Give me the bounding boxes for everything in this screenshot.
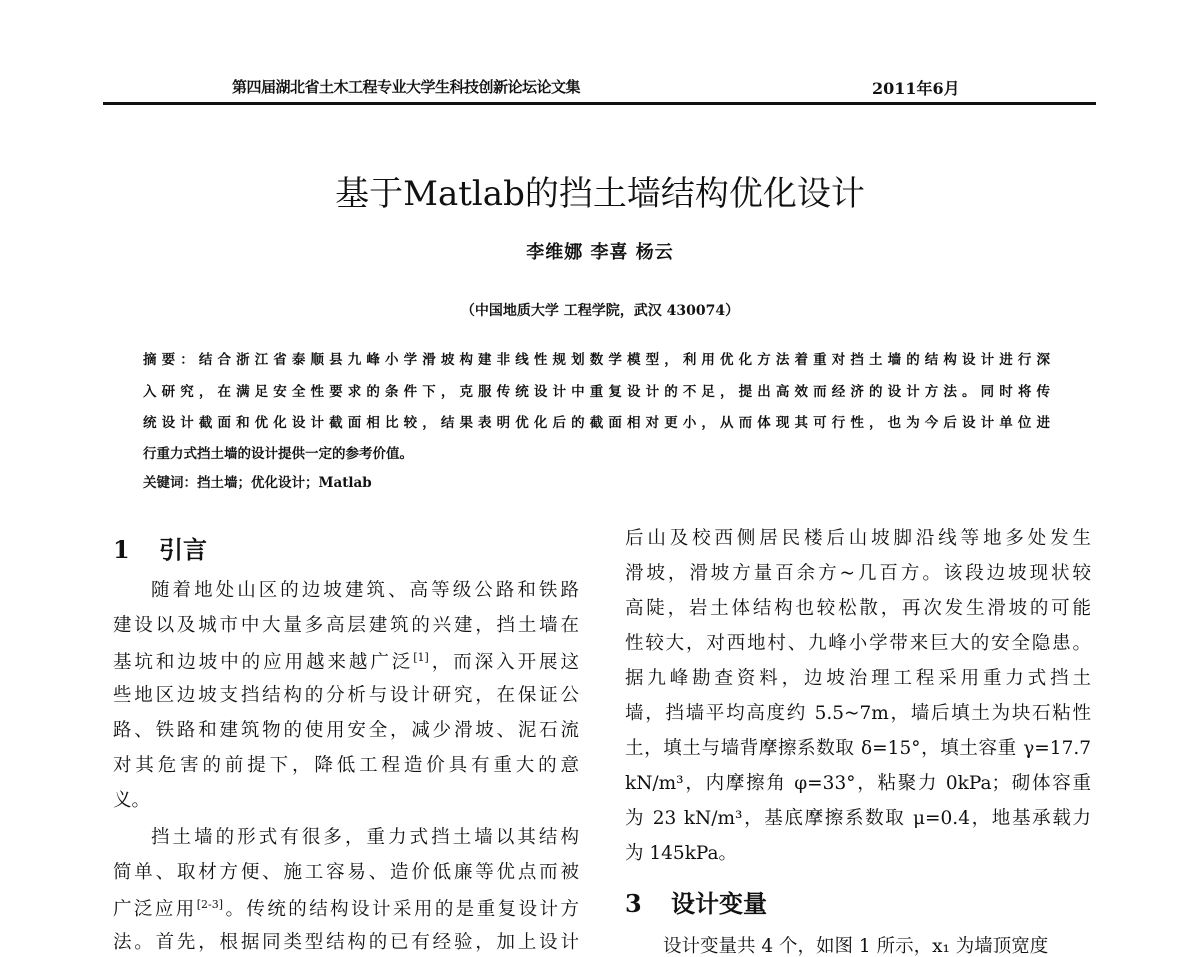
body-line: 建设以及城市中大量多高层建筑的兴建，挡土墙在	[113, 615, 579, 636]
body-line: 墙，挡墙平均高度约 5.5~7m，墙后填土为块石粘性	[625, 703, 1091, 724]
header-rule	[103, 102, 1096, 105]
body-line: 后山及校西侧居民楼后山坡脚沿线等地多处发生	[625, 528, 1091, 549]
body-line: 据九峰勘查资料，边坡治理工程采用重力式挡土	[625, 668, 1091, 689]
body-line: 为 145kPa。	[625, 843, 738, 864]
body-line: 法。首先，根据同类型结构的已有经验，加上设计	[113, 932, 579, 953]
body-line: 路、铁路和建筑物的使用安全，减少滑坡、泥石流	[113, 720, 579, 741]
running-header-date: 2011年6月	[872, 79, 960, 98]
body-line: kN/m³，内摩擦角 φ=33°，粘聚力 0kPa；砌体容重	[625, 773, 1091, 794]
section-number: 1	[113, 535, 130, 564]
body-line: 基坑和边坡中的应用越来越广泛[1]，而深入开展这	[113, 651, 579, 674]
body-line: 简单、取材方便、施工容易、造价低廉等优点而被	[113, 862, 579, 883]
citation: [1]	[413, 651, 429, 664]
body-line: 随着地处山区的边坡建筑、高等级公路和铁路	[151, 580, 579, 601]
abstract-line: 行重力式挡土墙的设计提供一定的参考价值。	[143, 446, 413, 462]
body-line: 性较大，对西地村、九峰小学带来巨大的安全隐患。	[625, 633, 1091, 654]
body-line: 滑坡，滑坡方量百余方~几百方。该段边坡现状较	[625, 563, 1091, 584]
authors: 李维娜 李喜 杨云	[526, 242, 674, 263]
section-title: 设计变量	[671, 889, 767, 918]
body-line: 土，填土与墙背摩擦系数取 δ=15°，填土容重 γ=17.7	[625, 738, 1091, 759]
section-heading-3	[625, 884, 767, 919]
citation: [2-3]	[196, 898, 224, 911]
body-line: 为 23 kN/m³，基底摩擦系数取 μ=0.4，地基承载力	[625, 808, 1091, 829]
keywords: 关键词：挡土墙；优化设计；Matlab	[143, 475, 372, 491]
section-heading-1	[113, 530, 207, 565]
abstract-line: 入研究，在满足安全性要求的条件下，克服传统设计中重复设计的不足，提出高效而经济的设计方法。同时将传	[143, 384, 1050, 400]
abstract-line: 统设计截面和优化设计截面相比较，结果表明优化后的截面相对更小，从而体现其可行性，也为今后设计单位进	[143, 415, 1050, 431]
abstract-line: 摘要：结合浙江省泰顺县九峰小学滑坡构建非线性规划数学模型，利用优化方法着重对挡土墙的结构设计进行深	[143, 352, 1050, 368]
section-number: 3	[625, 889, 642, 918]
body-line: 对其危害的前提下，降低工程造价具有重大的意	[113, 755, 579, 776]
body-line: 挡土墙的形式有很多，重力式挡土墙以其结构	[151, 827, 579, 848]
body-line: 高陡，岩土体结构也较松散，再次发生滑坡的可能	[625, 598, 1091, 619]
running-header-journal: 第四届湖北省土木工程专业大学生科技创新论坛论文集	[232, 78, 581, 96]
section-title: 引言	[159, 535, 207, 564]
body-line: 些地区边坡支挡结构的分析与设计研究，在保证公	[113, 685, 579, 706]
body-line-partial: 设计变量共 4 个，如图 1 所示，x₁ 为墙顶宽度	[663, 936, 1049, 957]
paper-title: 基于Matlab的挡土墙结构优化设计	[335, 174, 865, 214]
body-line: 义。	[113, 790, 151, 811]
body-line: 广泛应用[2-3]。传统的结构设计采用的是重复设计方	[113, 898, 579, 921]
affiliation: （中国地质大学 工程学院，武汉 430074）	[460, 303, 740, 319]
